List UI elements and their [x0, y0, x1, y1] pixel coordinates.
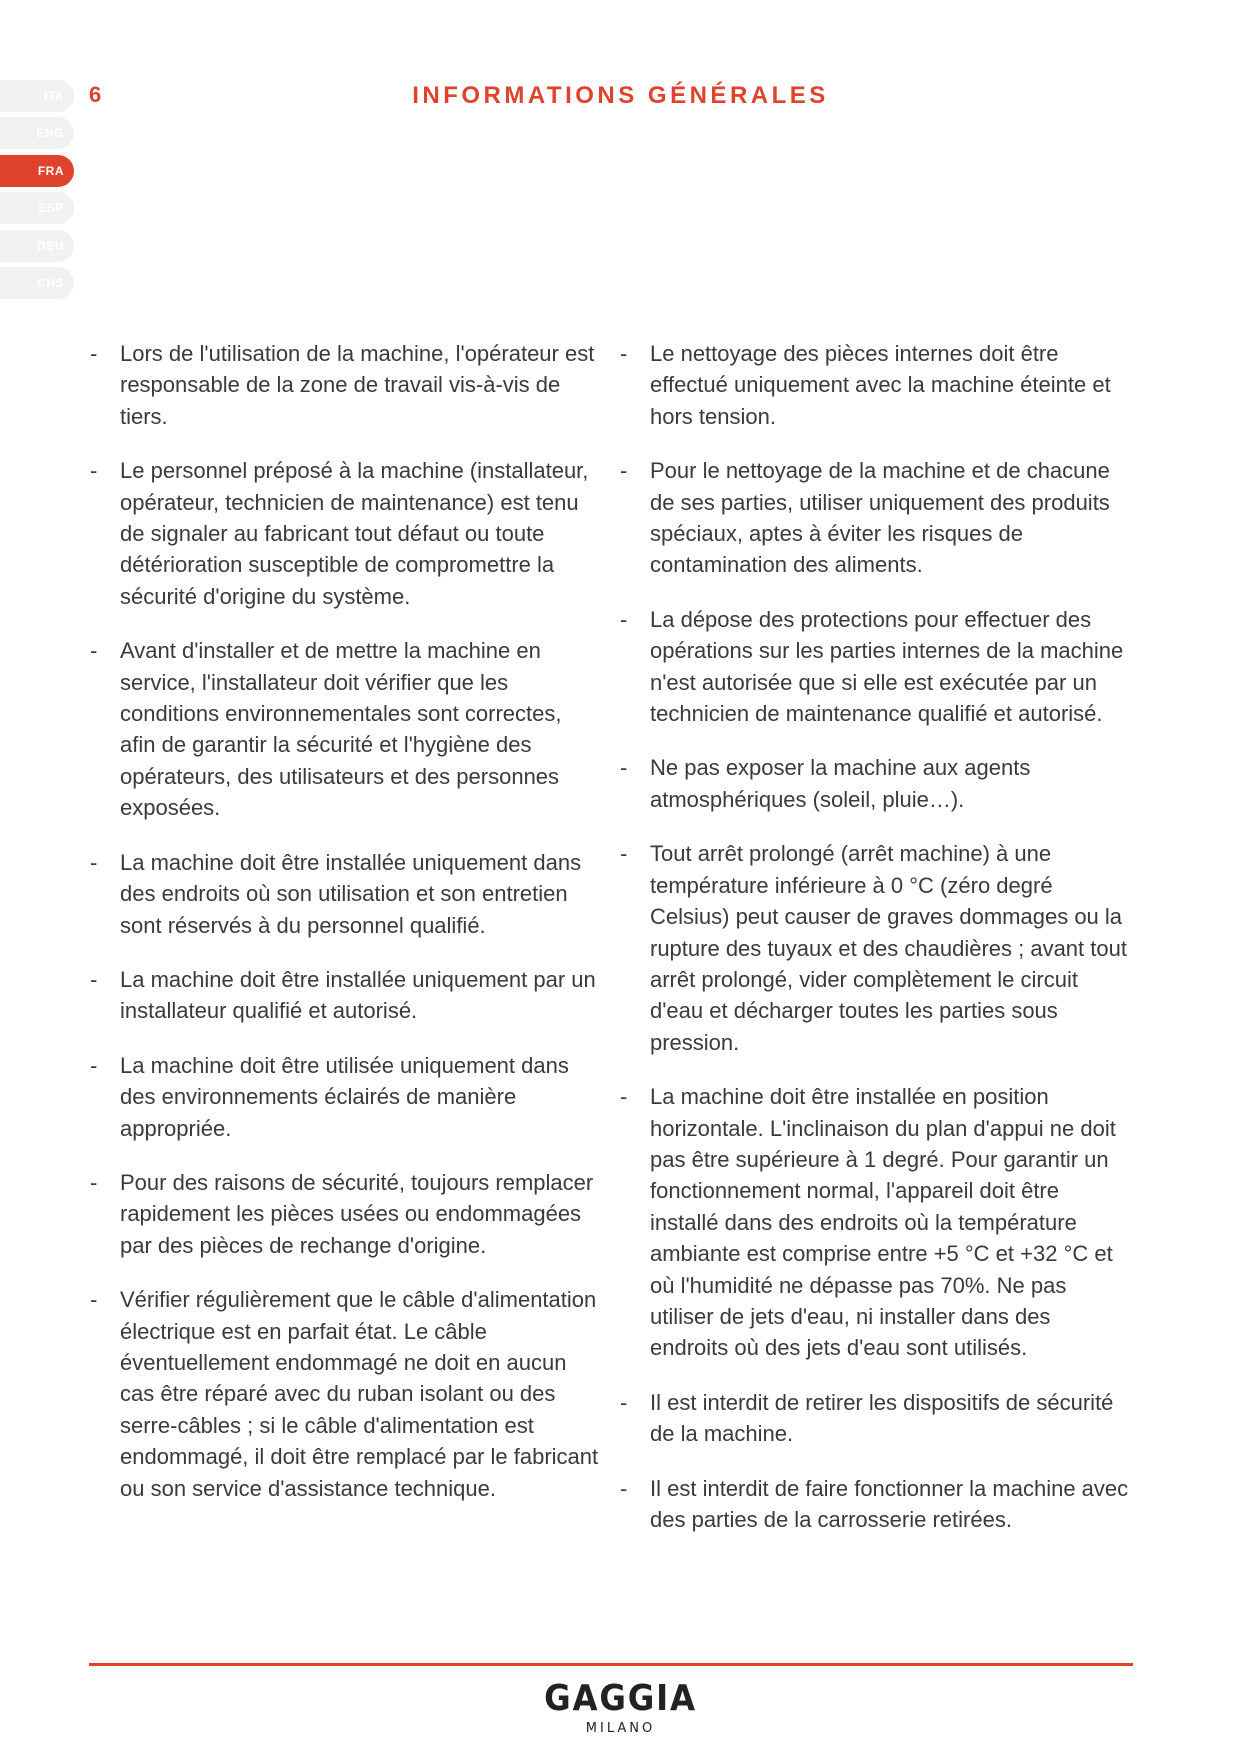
list-item: [90, 635, 600, 823]
list-item-text: La machine doit être installée uniquement dans des endroits où son utilisation et son entretien sont réservés à du personnel qualifié.: [120, 849, 582, 938]
logo-wordmark: GAGGIA: [544, 1678, 697, 1719]
list-item-text: Pour le nettoyage de la machine et de chacune de ses parties, utiliser uniquement des produits spéciaux, aptes à éviter les risques de contamination des aliments.: [650, 458, 1110, 578]
list-item-text: Le personnel préposé à la machine (installateur, opérateur, technicien de maintenance) est tenu de signaler au fabricant tout défaut ou toute détérioration susceptible de compromettre la sécurité d'origine du système.: [120, 458, 589, 609]
bullet-dash: -: [90, 1287, 98, 1313]
list-item-text: La dépose des protections pour effectuer des opérations sur les parties internes de la machine n'est autorisée que si elle est exécutée par un technicien de maintenance qualifié et autorisé.: [650, 606, 1124, 727]
bullet-dash: -: [620, 841, 628, 867]
bullet-dash: -: [90, 638, 98, 664]
list-item: [90, 847, 600, 941]
list-item-text: Tout arrêt prolongé (arrêt machine) à une température inférieure à 0 °C (zéro degré Celsius) peut causer de graves dommages ou la rupture des tuyaux et des chaudières ; avant tout arrêt prolongé, vider complètement le circuit d'eau et décharger toutes les parties sous pression.: [650, 841, 1127, 1055]
list-item: [620, 604, 1130, 730]
list-item-text: Ne pas exposer la machine aux agents atmosphériques (soleil, pluie…).: [650, 755, 1031, 812]
bullet-dash: -: [620, 341, 628, 366]
list-item: [620, 1081, 1130, 1364]
list-item-text: Lors de l'utilisation de la machine, l'opérateur est responsable de la zone de travail vis-à-vis de tiers.: [120, 341, 595, 429]
list-item: [90, 964, 600, 1027]
bullet-dash: -: [90, 849, 98, 875]
list-item: [620, 338, 1130, 432]
list-item-text: La machine doit être installée uniquement par un installateur qualifié et autorisé.: [120, 966, 596, 1024]
bullet-dash: -: [620, 1389, 628, 1415]
list-item-text: La machine doit être installée en position horizontale. L'inclinaison du plan d'appui ne doit pas être supérieure à 1 degré. Pour garantir un fonctionnement normal, l'appareil doit être installé dans des endroits où la température ambiante est comprise entre +5 °C et +32 °C et où l'humidité ne dépasse pas 70%. Ne pas utiliser de jets d'eau, ni installer dans des endroits où des jets d'eau sont utilisés.: [650, 1084, 1116, 1361]
list-item-text: Il est interdit de faire fonctionner la machine avec des parties de la carrosserie retirées.: [650, 1475, 1129, 1532]
list-item: [620, 838, 1130, 1058]
bullet-dash: -: [620, 1084, 628, 1110]
list-item-text: Il est interdit de retirer les dispositifs de sécurité de la machine.: [650, 1389, 1114, 1447]
lang-tab-chs[interactable]: CHS: [0, 267, 74, 299]
list-item: [620, 1387, 1130, 1450]
bullet-dash: -: [620, 606, 628, 632]
list-item: [90, 1050, 600, 1144]
list-item: [620, 752, 1130, 815]
gaggia-logo: [0, 1679, 1241, 1736]
list-item: [620, 1473, 1130, 1536]
list-item: [90, 455, 600, 612]
list-item-text: La machine doit être utilisée uniquement dans des environnements éclairés de manière appropriée.: [120, 1052, 569, 1141]
list-item-text: Pour des raisons de sécurité, toujours remplacer rapidement les pièces usées ou endommagées par des pièces de rechange d'origine.: [120, 1169, 594, 1258]
left-column: [90, 338, 600, 1527]
lang-tab-fra[interactable]: FRA: [0, 155, 74, 187]
lang-tab-esp[interactable]: ESP: [0, 192, 74, 224]
bullet-dash: -: [90, 1052, 98, 1078]
list-item: [90, 338, 600, 432]
lang-tab-ita[interactable]: ITA: [0, 80, 74, 112]
bullet-dash: -: [90, 458, 98, 484]
footer-divider: [89, 1663, 1133, 1666]
bullet-dash: -: [90, 966, 98, 992]
bullet-dash: -: [90, 341, 98, 366]
lang-tab-eng[interactable]: ENG: [0, 117, 74, 149]
list-item: [90, 1284, 600, 1504]
list-item: [90, 1167, 600, 1261]
bullet-dash: -: [620, 1475, 628, 1501]
list-item: [620, 455, 1130, 581]
list-item-text: Vérifier régulièrement que le câble d'alimentation électrique est en parfait état. Le câble éventuellement endommagé ne doit en aucun cas être réparé avec du ruban isolant ou des serre-câbles ; si le câble d'alimentation est endommagé, il doit être remplacé par le fabricant ou son service d'assistance technique.: [120, 1287, 599, 1501]
right-column: [620, 338, 1130, 1558]
list-item-text: Avant d'installer et de mettre la machine en service, l'installateur doit vérifier que les conditions environnementales sont correctes, afin de garantir la sécurité et l'hygiène des opérateurs, des utilisateurs et des personnes exposées.: [120, 638, 562, 821]
bullet-dash: -: [620, 755, 628, 781]
logo-subtitle: MILANO: [585, 1721, 656, 1736]
bullet-dash: -: [90, 1169, 98, 1195]
bullet-dash: -: [620, 458, 628, 484]
section-title: INFORMATIONS GÉNÉRALES: [412, 82, 829, 109]
lang-tab-deu[interactable]: DEU: [0, 230, 74, 262]
page-number: 6: [89, 82, 102, 107]
list-item-text: Le nettoyage des pièces internes doit être effectué uniquement avec la machine éteinte et hors tension.: [650, 341, 1111, 429]
